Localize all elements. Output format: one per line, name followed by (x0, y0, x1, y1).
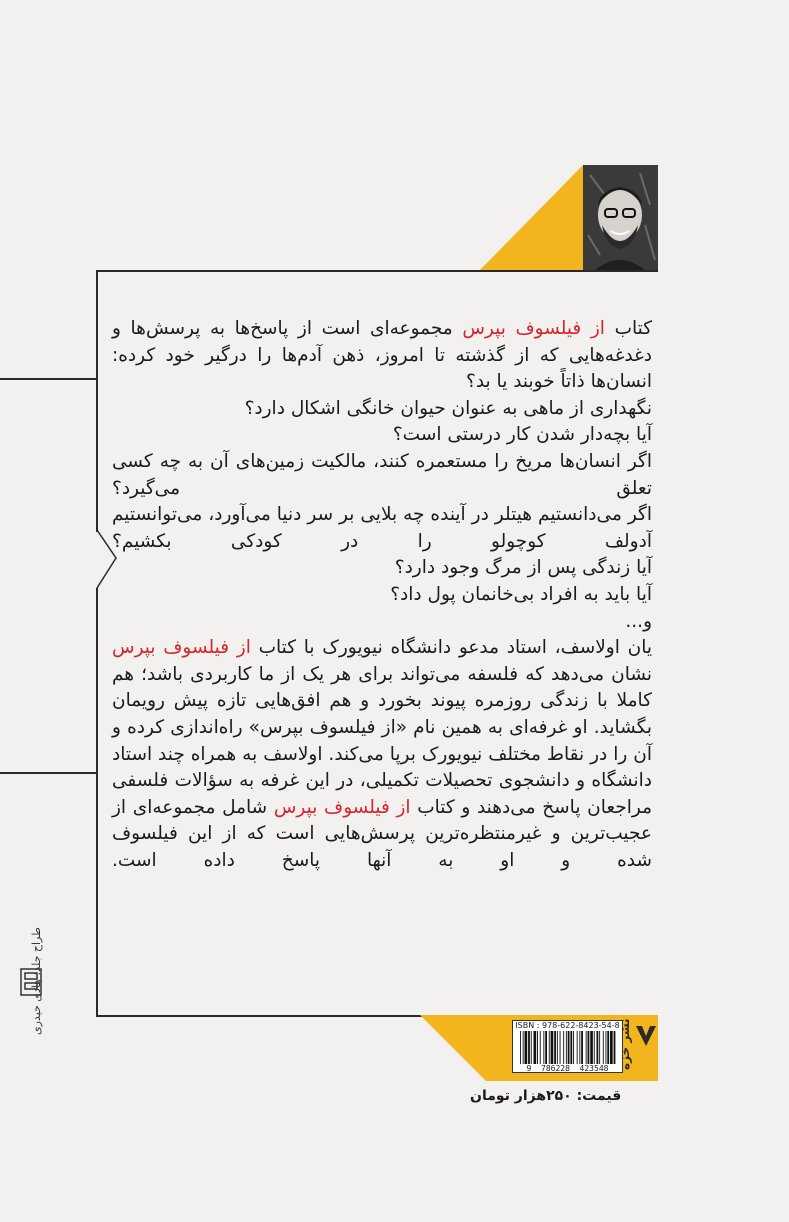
barcode-bar (565, 1031, 566, 1064)
question-line: اگر می‌دانستیم هیتلر در آینده چه بلایی بر سر دنیا می‌آورد، می‌توانستیم آدولف کوچولو را در کودکی بکشیم؟ (112, 504, 652, 552)
text-segment: یان اولاسف، استاد مدعو دانشگاه نیویورک با کتاب (250, 637, 652, 659)
barcode-bar (587, 1031, 589, 1064)
barcode-bar (596, 1031, 598, 1064)
barcode-bar (579, 1031, 580, 1064)
cover-designer-credit: طراح جلد: هادی حیدری (30, 927, 43, 1035)
barcode-bar (520, 1031, 521, 1064)
text-segment: مجموعه‌ای است از پاسخ‌ها به پرسش‌ها و دغدغه‌هایی که از گذشته تا امروز، ذهن آدم‌ها را درگیر خود کرده: (112, 318, 652, 366)
question-line: اگر انسان‌ها مریخ را مستعمره کنند، مالکیت زمین‌های آن به چه کسی تعلق می‌گیرد؟ (112, 450, 652, 499)
barcode-bar (599, 1031, 600, 1064)
book-title-highlight: از فیلسوف بپرس (112, 637, 251, 659)
barcode-bar (556, 1031, 557, 1064)
margin-line-lower (0, 772, 96, 774)
barcode-bar (524, 1031, 527, 1064)
question-line: نگهداری از ماهی به عنوان حیوان خانگی اشکال دارد؟ (244, 397, 652, 419)
isbn-text: ISBN : 978-622-8423-54-8 (515, 1021, 620, 1030)
barcode-bar (581, 1031, 583, 1064)
barcode-bar (554, 1031, 556, 1064)
intro-paragraph (112, 316, 652, 369)
barcode-bar (545, 1031, 547, 1064)
barcode-bar (607, 1031, 609, 1064)
barcode-bar (613, 1031, 615, 1064)
barcode-bar (563, 1031, 564, 1064)
question-line: انسان‌ها ذاتاً خوبند یا بد؟ (466, 371, 652, 393)
question-line: آیا باید به افراد بی‌خانمان پول داد؟ (390, 583, 652, 605)
author-photo (480, 165, 658, 270)
author-photo-block (480, 165, 658, 270)
barcode-digits (513, 1064, 622, 1073)
barcode-bar (610, 1031, 613, 1064)
frame-bottom-line (96, 1015, 422, 1017)
barcode-bar (533, 1031, 536, 1064)
barcode-bar (539, 1031, 540, 1064)
barcode-bar (605, 1031, 606, 1064)
description-text (112, 316, 652, 874)
isbn-barcode (512, 1020, 623, 1073)
barcode-bar (550, 1031, 553, 1064)
book-title-highlight: از فیلسوف بپرس (462, 318, 605, 339)
barcode-bar (570, 1031, 572, 1064)
barcode-bar (593, 1031, 594, 1064)
barcode-bar (585, 1031, 586, 1064)
frame-top-line (96, 270, 658, 272)
barcode-digit-group: 9 (526, 1064, 532, 1073)
frame-left-line (96, 270, 98, 532)
publisher-logo-icon (632, 1022, 660, 1050)
price-label: قیمت: ۲۵۰هزار تومان (470, 1088, 622, 1104)
barcode-digit-group: 786228 (541, 1064, 570, 1073)
barcode-bar (528, 1031, 530, 1064)
barcode-bar (567, 1031, 569, 1064)
barcode-bar (602, 1031, 603, 1064)
publisher-name: نشر خزه (618, 1018, 632, 1070)
barcode-bar (530, 1031, 531, 1064)
frame-left-line-lower (96, 588, 98, 1015)
barcode-bar (522, 1031, 523, 1064)
barcode-bar (573, 1031, 574, 1064)
barcode-bars (518, 1031, 618, 1064)
barcode-bar (537, 1031, 538, 1064)
ellipsis-line: و... (625, 610, 652, 632)
text-segment: کتاب (604, 318, 653, 339)
barcode-digit-group: 423548 (579, 1064, 609, 1073)
barcode-bar (590, 1031, 593, 1064)
barcode-bar (543, 1031, 544, 1064)
barcode-bar (576, 1031, 577, 1064)
question-line: آیا زندگی پس از مرگ وجود دارد؟ (394, 557, 652, 579)
barcode-bar (548, 1031, 549, 1064)
body-paragraph (112, 635, 652, 874)
book-title-highlight: از فیلسوف بپرس (273, 796, 411, 818)
text-segment: شامل مجموعه‌ای از عجیب‌ترین و غیرمنتظره‌ترین پرسش‌هایی است که از این فیلسوف شده و او به آنها پاسخ داده است. (112, 796, 652, 871)
text-segment: نشان می‌دهد که فلسفه می‌تواند برای هر یک از ما کاربردی باشد؛ هم کاملا با زندگی روزمره پیوند بخورد و هم افق‌هایی تازه پیش رویمان بگشاید. او غرفه‌ای به همین نام «از فیلسوف بپرس» راه‌اندازی کرده و آن را در نقاط مختلف نیویورک برپا می‌کند. اولاسف به همراه چند استاد دانشگاه و دانشجوی تحصیلات تکمیلی، در این غرفه به سؤالات فلسفی مراجعان پاسخ می‌دهند و کتاب (112, 663, 652, 818)
margin-line-upper (0, 378, 96, 380)
barcode-bar (559, 1031, 560, 1064)
question-line: آیا بچه‌دار شدن کار درستی است؟ (392, 424, 652, 446)
